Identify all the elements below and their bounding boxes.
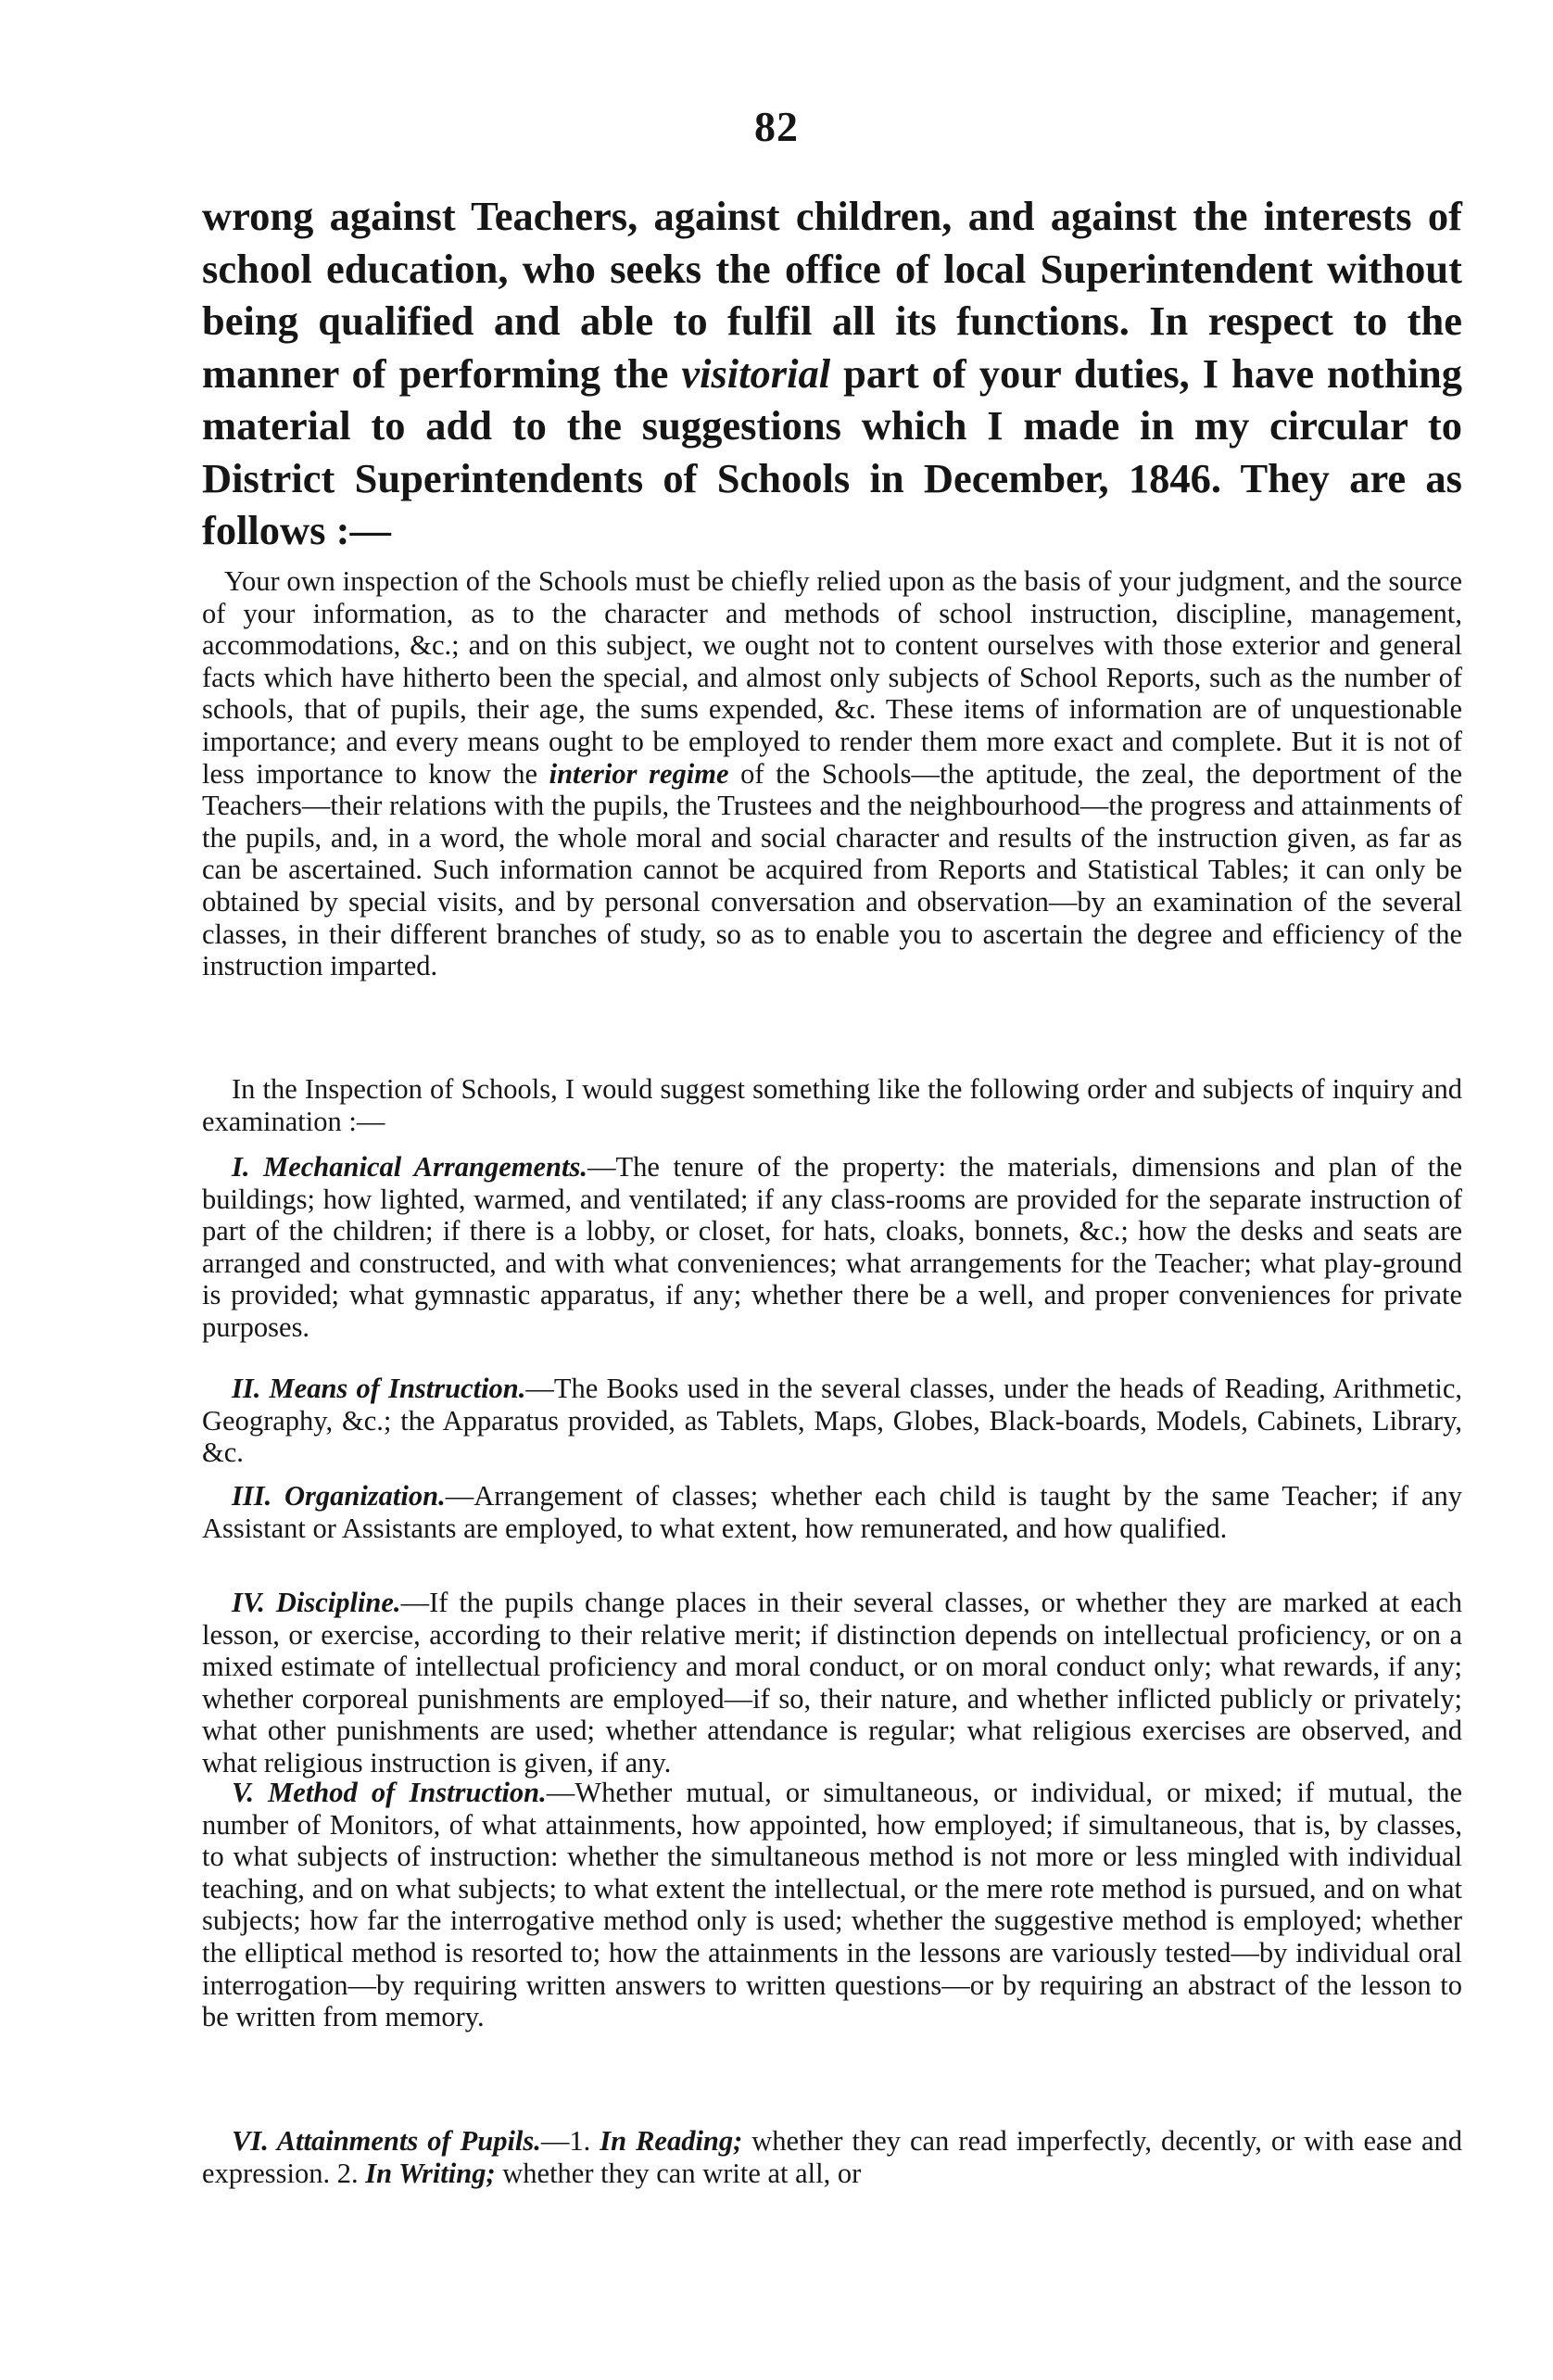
quote-text-part1: Your own inspection of the Schools must be chiefly relied upon as the basis of your judgment, and the source of your information, as to the character and methods of school instruction, discipline, management, accommodations, &c.; and on this subject, we ought not to content ourselves with those exterior and general facts which have hitherto been the special, and almost only subjects of School Reports, such as the number of schools, that of pupils, their age, the sums expended, &c. These items of information are of unquestionable importance; and every means ought to be employed to render them more exact and complete. But it is not of less importance to know the <box>202 565 1462 790</box>
item-italic-in-reading: In Reading; <box>600 2125 743 2157</box>
item-text: —Arrangement of classes; whether each child is taught by the same Teacher; if any Assistant or Assistants are employed, to what extent, how remunerated, and how qualified. <box>202 1480 1462 1544</box>
item-italic-in-writing: In Writing; <box>365 2157 496 2189</box>
item-attainments-of-pupils <box>202 2125 1462 2189</box>
item-organization <box>202 1480 1462 1544</box>
item-text: —The tenure of the property: the materials, dimensions and plan of the buildings; how lighted, warmed, and ventilated; if any class-rooms are provided for the separate instruction of part of the children; if there is a lobby, or closet, for hats, cloaks, bonnets, &c.; how the desks and seats are arranged and constructed, and with what conveniences; what arrangements for the Teacher; what play-ground is provided; what gymnastic apparatus, if any; whether there be a well, and proper conveniences for private purposes. <box>202 1151 1462 1343</box>
item-text: whether they can write at all, or <box>495 2157 862 2189</box>
quote-italic-interior-regime: interior regime <box>549 757 729 790</box>
lead-paragraph <box>202 190 1462 557</box>
item-text: —If the pupils change places in their several classes, or whether they are marked at each lesson, or exercise, according to their relative merit; if distinction depends on intellectual proficiency, or on a mixed estimate of intellectual proficiency and moral conduct, or on moral conduct only; what rewards, if any; whether corporeal punishments are employed—if so, their nature, and whether inflicted publicly or privately; what other punishments are used; whether attendance is regular; what religious exercises are observed, and what religious instruction is given, if any. <box>202 1587 1463 1779</box>
lead-text-part1: wrong against Teachers, against children, and against the interests of school education, who seeks the office of local Superintendent without being qualified and able to fulfil all its functions. In respect to the manner of performing the <box>202 193 1462 397</box>
item-heading: V. Method of Instruction. <box>232 1777 547 1808</box>
item-heading: II. Means of Instruction. <box>232 1373 526 1404</box>
lead-text-part2: part of your duties, I have nothing material to add to the suggestions which I made in my circular to District Superintendents of Schools in December, 1846. They are as follows :— <box>202 349 1462 553</box>
circular-quote <box>202 565 1462 982</box>
item-text: —Whether mutual, or simultaneous, or individual, or mixed; if mutual, the number of Monitors, of what attainments, how appointed, how employed; if simultaneous, that is, by classes, to what subjects of instruction: whether the simultaneous method is not more or less mingled with individual teaching, and on what subjects; to what extent the intellectual, or the mere rote method is pursued, and on what subjects; how far the interrogative method only is used; whether the suggestive method is employed; whether the elliptical method is resorted to; how the attainments in the lessons are variously tested—by individual oral interrogation—by requiring written answers to written questions—or by requiring an abstract of the lesson to be written from memory. <box>202 1777 1463 2033</box>
inspection-intro: In the Inspection of Schools, I would suggest something like the following order and subjects of inquiry and examination :— <box>202 1073 1462 1137</box>
lead-italic-visitorial: visitorial <box>681 349 831 397</box>
item-heading: I. Mechanical Arrangements. <box>232 1151 587 1183</box>
item-heading: VI. Attainments of Pupils. <box>232 2125 541 2157</box>
item-heading: III. Organization. <box>232 1480 446 1512</box>
item-text: whether they can read imperfectly, decently, or with ease and expression. 2. <box>202 2125 1462 2189</box>
item-heading: IV. Discipline. <box>232 1587 401 1618</box>
item-means-of-instruction <box>202 1373 1462 1469</box>
item-discipline <box>202 1587 1462 1779</box>
item-mechanical-arrangements <box>202 1151 1462 1344</box>
page-number: 82 <box>754 103 799 150</box>
quote-text-part2: of the Schools—the aptitude, the zeal, the deportment of the Teachers—their relations with the pupils, the Trustees and the neighbourhood—the progress and attainments of the pupils, and, in a word, the whole moral and social character and results of the instruction given, as far as can be ascertained. Such information cannot be acquired from Reports and Statistical Tables; it can only be obtained by special visits, and by personal conversation and observation—by an examination of the several classes, in their different branches of study, so as to enable you to ascertain the degree and efficiency of the instruction imparted. <box>202 757 1462 982</box>
item-method-of-instruction <box>202 1777 1462 2033</box>
item-text: —The Books used in the several classes, under the heads of Reading, Arithmetic, Geography, &c.; the Apparatus provided, as Tablets, Maps, Globes, Black-boards, Models, Cabinets, Library, &c. <box>202 1373 1462 1469</box>
item-text: —1. <box>540 2125 600 2157</box>
